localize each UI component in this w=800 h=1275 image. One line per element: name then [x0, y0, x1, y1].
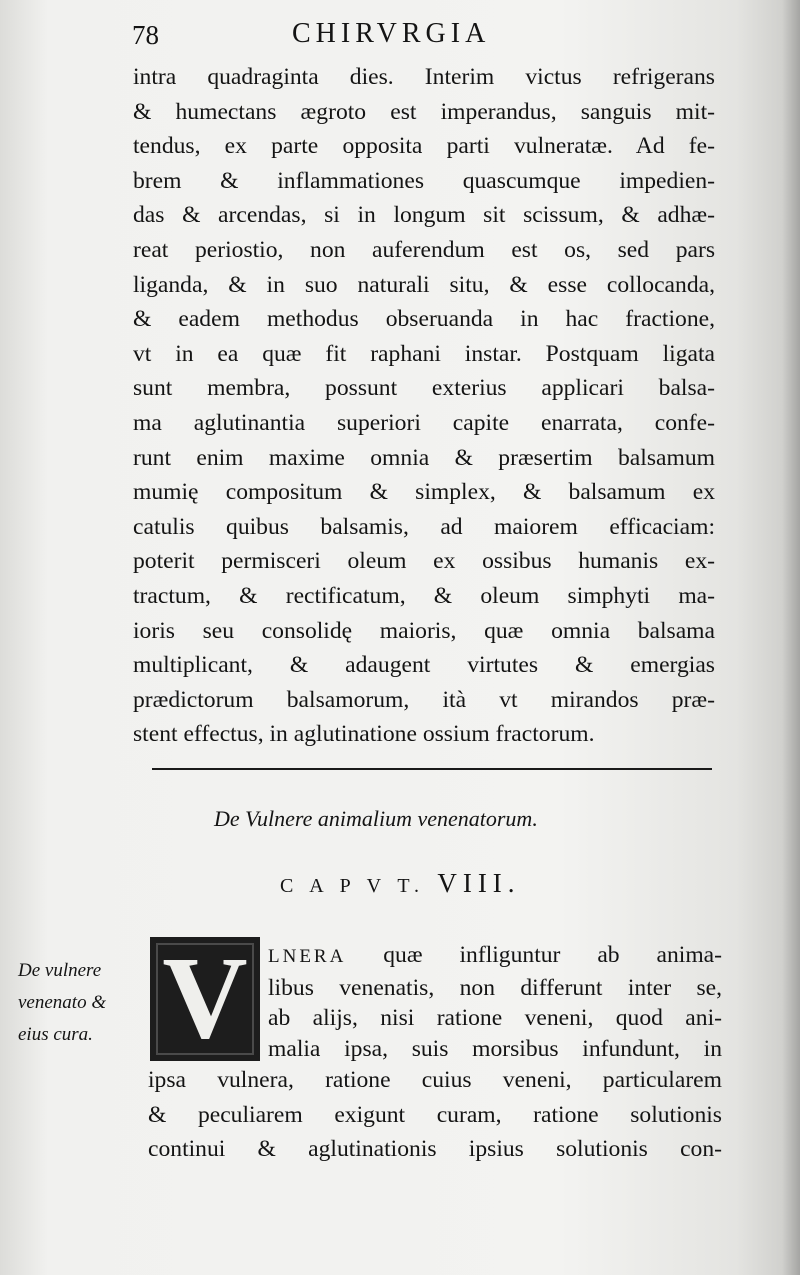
text-line [268, 940, 722, 973]
text-line: intra quadraginta dies. Interim victus refrigerans [133, 64, 715, 90]
text-line: continui & aglutinationis ipsius solutionis con- [148, 1136, 722, 1163]
text-line: stent effectus, in aglutinatione ossium fractorum. [133, 721, 595, 748]
text-line: catulis quibus balsamis, ad maiorem efficaciam: [133, 513, 715, 540]
text-line: brem & inflammationes quascumque impedien- [133, 167, 715, 194]
margin-note-line: venenato & [18, 992, 107, 1013]
text-line: prædictorum balsamorum, ità vt mirandos præ- [133, 686, 715, 713]
section-divider [152, 768, 712, 770]
text-line: das & arcendas, si in longum sit scissum, & adhæ- [133, 202, 715, 229]
text-line: libus venenatis, non differunt inter se, [268, 974, 722, 1001]
text-line: ipsa vulnera, ratione cuius veneni, particularem [148, 1067, 722, 1093]
decorated-initial [150, 937, 260, 1061]
margin-note [18, 955, 148, 1051]
chapter-number: VIII. [437, 868, 521, 898]
text-line: tractum, & rectificatum, & oleum simphyti ma- [133, 582, 715, 609]
text-line: liganda, & in suo naturali situ, & esse collocanda, [133, 271, 715, 298]
text-line: ioris seu consolidę maioris, quæ omnia balsama [133, 617, 715, 644]
running-head [132, 18, 732, 58]
chapter-opening-lines [268, 940, 722, 1064]
text-line: & humectans ægroto est imperandus, sanguis mit- [133, 98, 715, 125]
page-edge-shadow [782, 0, 800, 1275]
first-word: LNERA [268, 946, 347, 967]
text-line: poterit permisceri oleum ex ossibus humanis ex- [133, 548, 715, 575]
initial-letter: V [162, 937, 248, 1061]
text-line: vt in ea quæ fit raphani instar. Postquam ligata [133, 340, 715, 367]
text-line: malia ipsa, suis morsibus infundunt, in [268, 1035, 722, 1062]
chapter-heading [280, 868, 521, 899]
running-title: CHIRVRGIA [292, 18, 491, 49]
section-title: De Vulnere animalium venenatorum. [214, 806, 538, 831]
text-line: tendus, ex parte opposita parti vulneratæ. Ad fe- [133, 133, 715, 160]
chapter-word: C A P V T. [280, 875, 426, 897]
page-number: 78 [132, 20, 159, 50]
text-line: runt enim maxime omnia & præsertim balsamum [133, 444, 715, 471]
chapter-body-lines [148, 1063, 722, 1167]
text-line: multiplicant, & adaugent virtutes & emergias [133, 652, 715, 679]
text-line: sunt membra, possunt exterius applicari balsa- [133, 375, 715, 402]
text-line: ma aglutinantia superiori capite enarrata, confe- [133, 409, 715, 436]
text-line: & peculiarem exigunt curam, ratione solutionis [148, 1101, 722, 1128]
margin-note-line: eius cura. [18, 1024, 93, 1045]
text-line: ab alijs, nisi ratione veneni, quod ani- [268, 1005, 722, 1031]
margin-note-line: De vulnere [18, 960, 102, 981]
text-line: & eadem methodus obseruanda in hac fractione, [133, 306, 715, 333]
text-line: reat periostio, non auferendum est os, sed pars [133, 236, 715, 263]
first-line-rest: quæ infliguntur ab anima- [383, 942, 723, 968]
text-line: mumię compositum & simplex, & balsamum ex [133, 479, 715, 506]
body-paragraph [133, 60, 715, 752]
